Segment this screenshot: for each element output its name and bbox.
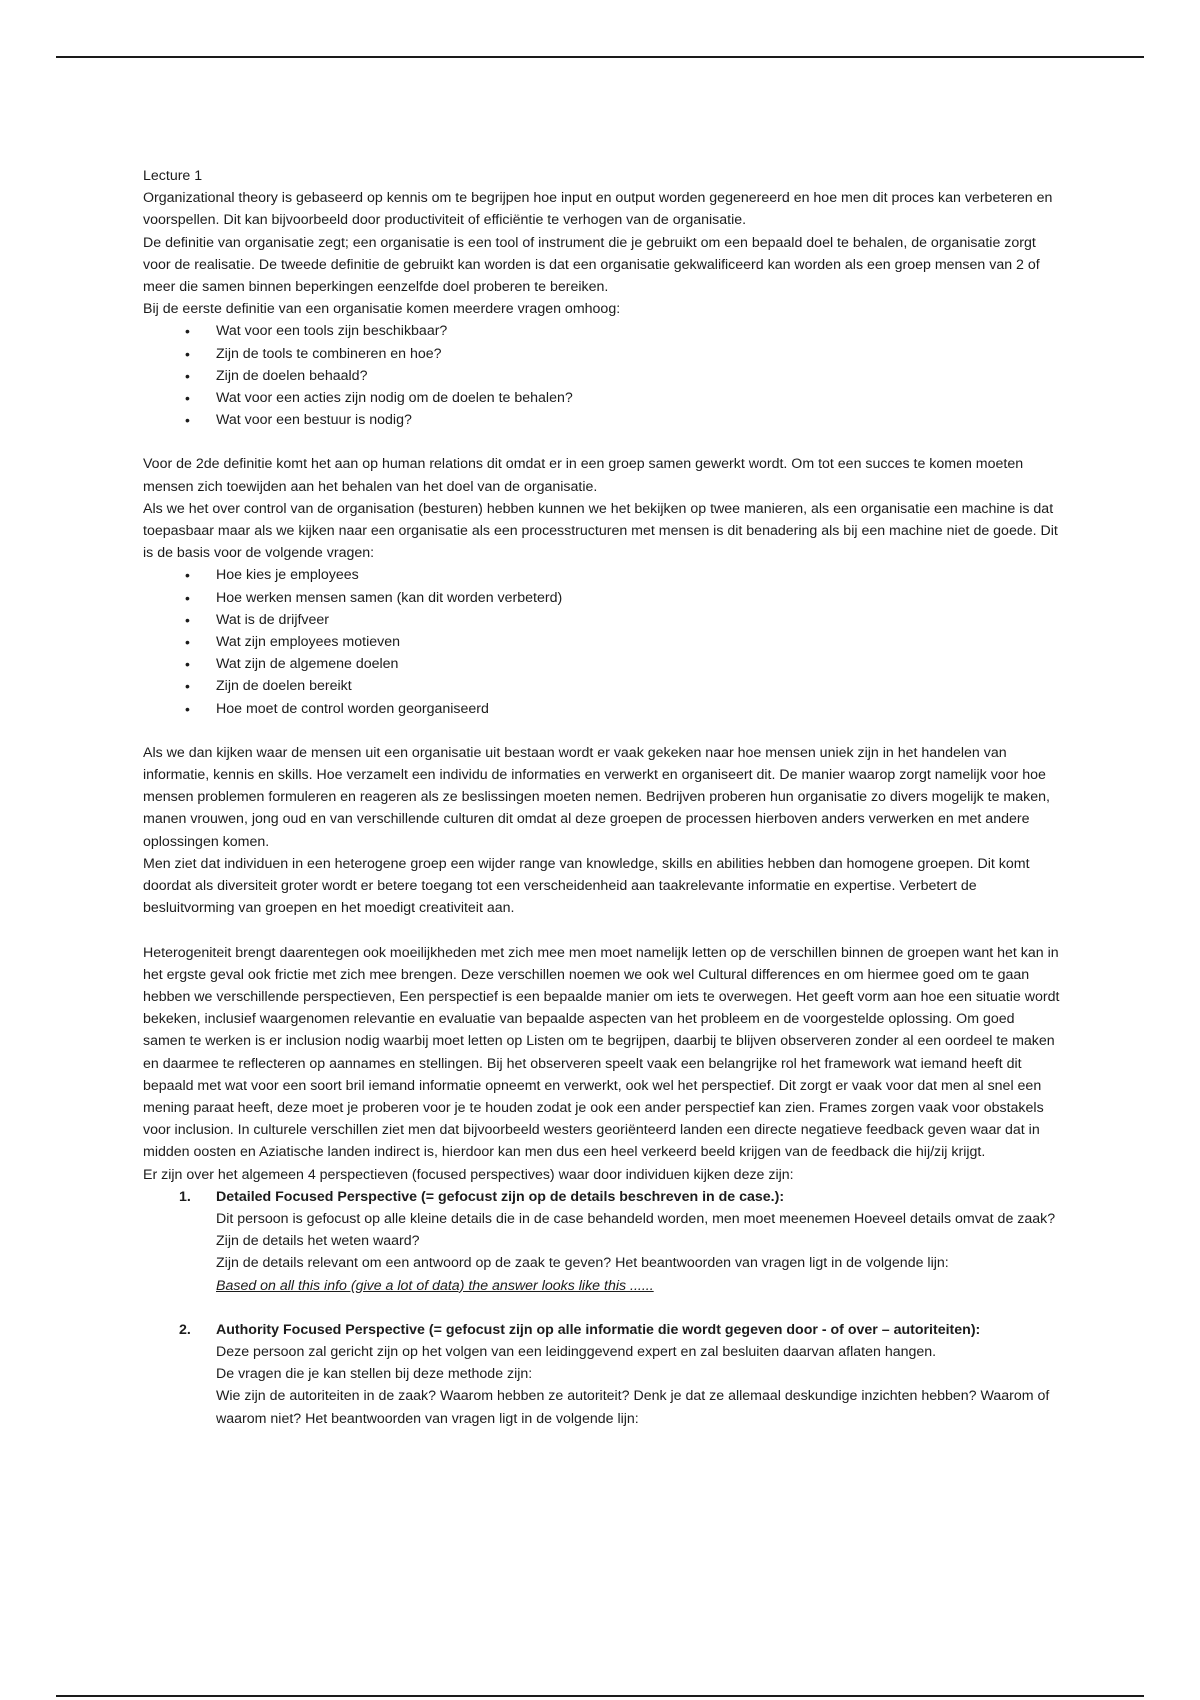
- list-item: • Wat voor een tools zijn beschikbaar?: [143, 320, 1061, 342]
- list-item: • Hoe moet de control worden georganiseerd: [143, 698, 1061, 720]
- perspective-item: [143, 1319, 1061, 1430]
- perspective-item: [143, 1186, 1061, 1297]
- paragraph: Organizational theory is gebaseerd op kennis om te begrijpen hoe input en output worden gegenereerd en hoe men dit proces kan verbeteren en voorspellen. Dit kan bijvoorbeeld door productiviteit of efficiëntie te verhogen van de organisatie.: [143, 190, 1053, 229]
- list-item: • Wat voor een bestuur is nodig?: [143, 409, 1061, 431]
- paragraph: Men ziet dat individuen in een heterogene groep een wijder range van knowledge, skills en abilities hebben dan homogene groepen. Dit komt doordat als diversiteit groter wordt er betere toegang tot een verscheidenheid aan taakrelevante informatie en expertise. Verbetert de besluitvorming van groepen en het moedigt creativiteit aan.: [143, 855, 1030, 917]
- list-item: • Wat zijn de algemene doelen: [143, 653, 1061, 675]
- spacer: [143, 431, 1061, 453]
- perspective-text: Zijn de details relevant om een antwoord op de zaak te geven? Het beantwoorden van vragen ligt in de volgende lijn:: [216, 1255, 949, 1272]
- questions-list-1: [143, 320, 1061, 431]
- lecture-heading: Lecture 1: [143, 168, 203, 184]
- document-body: [143, 165, 1061, 1430]
- list-item: • Wat voor een acties zijn nodig om de doelen te behalen?: [143, 387, 1061, 409]
- list-item: • Wat zijn employees motieven: [143, 631, 1061, 653]
- perspective-text: Dit persoon is gefocust op alle kleine details die in de case behandeld worden, men moet meenemen Hoeveel details omvat de zaak? Zijn de details het weten waard?: [216, 1210, 1056, 1250]
- perspective-title: Detailed Focused Perspective (= gefocust zijn op de details beschreven in de case.):: [216, 1188, 785, 1205]
- perspective-text: Deze persoon zal gericht zijn op het volgen van een leidinggevend expert en zal besluiten daarvan aflaten hangen.: [216, 1343, 937, 1360]
- spacer: [143, 920, 1061, 942]
- spacer: [143, 1297, 1061, 1319]
- perspective-number: 2.: [179, 1321, 191, 1338]
- paragraph: Als we het over control van de organisation (besturen) hebben kunnen we het bekijken op twee manieren, als een organisatie een machine is dat toepasbaar maar als we kijken naar een organisatie als een processtructuren met mensen is dit benadering als bij een machine niet de goede. Dit is de basis voor de volgende vragen:: [143, 500, 1058, 562]
- paragraph: Heterogeniteit brengt daarentegen ook moeilijkheden met zich mee men moet namelijk letten op de verschillen binnen de groepen want het kan in het ergste geval ook frictie met zich mee brengen. Deze verschillen noemen we ook wel Cultural differences en om hiermee goed om te gaan hebben we verschillende perspectieven, Een perspectief is een bepaalde manier om iets te overwegen. Het geeft vorm aan hoe een situatie wordt bekeken, inclusief waargenomen relevantie en evaluatie van bepaalde aspecten van het probleem en de voorgestelde oplossing. Om goed samen te werken is er inclusion nodig waarbij moet letten op Listen om te begrijpen, daarbij te blijven observeren zonder al een oordeel te maken en daarmee te reflecteren op aannames en stellingen. Bij het observeren speelt vaak een belangrijke rol het framework wat iemand heeft dit bepaald met wat voor een soort bril iemand informatie opneemt en verwerkt, ook wel het perspectief. Dit zorgt er vaak voor dat men al snel een mening paraat heeft, deze moet je proberen voor je te houden zodat je ook een ander perspectief kan zien. Frames zorgen vaak voor obstakels voor inclusion. In culturele verschillen ziet men dat bijvoorbeeld westers georiënteerd landen een directe negatieve feedback geven waar dat in midden oosten en Aziatische landen indirect is, hierdoor kan men dus een heel verkeerd beeld krijgen van de feedback die hij/zij krijgt.: [143, 944, 1060, 1161]
- spacer: [143, 720, 1061, 742]
- questions-list-2: [143, 564, 1061, 719]
- paragraph: Als we dan kijken waar de mensen uit een organisatie uit bestaan wordt er vaak gekeken naar hoe mensen uniek zijn in het handelen van informatie, kennis en skills. Hoe verzamelt een individu de informaties en verwerkt en organiseert dit. De manier waarop zorgt namelijk voor hoe mensen problemen formuleren en reageren als ze beslissingen moeten nemen. Bedrijven proberen hun organisatie zo divers mogelijk te maken, manen vrouwen, jong oud en van verschillende culturen dit omdat al deze groepen de processen hierboven anders verwerken en met andere oplossingen komen.: [143, 744, 1050, 850]
- paragraph: Voor de 2de definitie komt het aan op human relations dit omdat er in een groep samen gewerkt wordt. Om tot een succes te komen moeten mensen zich toewijden aan het behalen van het doel van de organisatie.: [143, 456, 1024, 495]
- list-item: • Wat is de drijfveer: [143, 609, 1061, 631]
- list-item: • Zijn de doelen bereikt: [143, 675, 1061, 697]
- list-item: • Zijn de tools te combineren en hoe?: [143, 343, 1061, 365]
- list-item: • Zijn de doelen behaald?: [143, 365, 1061, 387]
- paragraph: Bij de eerste definitie van een organisatie komen meerdere vragen omhoog:: [143, 301, 621, 318]
- top-rule: [56, 56, 1144, 58]
- list-item: • Hoe werken mensen samen (kan dit worden verbeterd): [143, 587, 1061, 609]
- paragraph: De definitie van organisatie zegt; een organisatie is een tool of instrument die je gebruikt om een bepaald doel te behalen, de organisatie zorgt voor de realisatie. De tweede definitie de gebruikt kan worden is dat een organisatie gekwalificeerd kan worden als een groep mensen van 2 of meer die samen binnen beperkingen eenzelfde doel proberen te bereiken.: [143, 234, 1040, 296]
- perspective-text: Wie zijn de autoriteiten in de zaak? Waarom hebben ze autoriteit? Denk je dat ze allemaal deskundige inzichten hebben? Waarom of waarom niet? Het beantwoorden van vragen ligt in de volgende lijn:: [216, 1388, 1050, 1427]
- perspective-example: Based on all this info (give a lot of data) the answer looks like this ......: [216, 1277, 654, 1294]
- list-item: • Hoe kies je employees: [143, 564, 1061, 586]
- paragraph: Er zijn over het algemeen 4 perspectieven (focused perspectives) waar door individuen kijken deze zijn:: [143, 1166, 794, 1183]
- bottom-rule: [56, 1695, 1144, 1697]
- perspective-text: De vragen die je kan stellen bij deze methode zijn:: [216, 1366, 533, 1383]
- perspective-title: Authority Focused Perspective (= gefocust zijn op alle informatie die wordt gegeven door - of over – autoriteiten):: [216, 1321, 981, 1338]
- perspectives-list: [143, 1186, 1061, 1430]
- perspective-number: 1.: [179, 1188, 191, 1205]
